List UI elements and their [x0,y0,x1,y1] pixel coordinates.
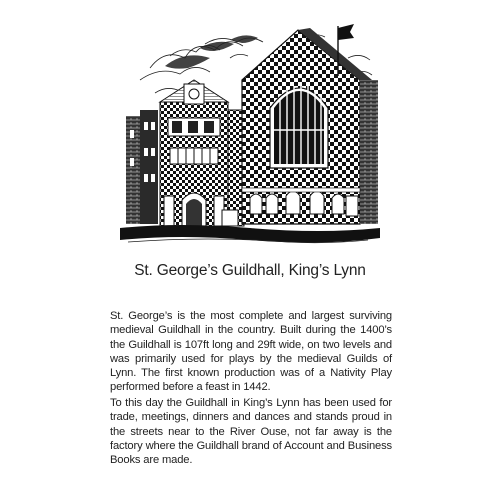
body-paragraph-today: To this day the Guildhall in King’s Lynn has been used for trade, meetings, dinners and dances and stands proud in the streets near to the River Ouse, not far away is the factory where the Guildhall brand of Account and Business Books are made. [110,397,392,467]
side-houses [126,110,158,224]
body-paragraph-history: St. George’s is the most complete and largest surviving medieval Guildhall in the country. Built during the 1400’s the Guildhall is 107ft long and 29ft wide, on two levels and was primarily used for plays by the medieval Guilds of Lynn. The first known production was of a Nativity Play performed before a feast in 1442. [110,310,392,394]
page-title: St. George’s Guildhall, King’s Lynn [134,262,366,279]
ground [120,225,380,243]
guildhall-engraving [110,18,390,250]
front-facade [160,80,228,226]
main-hall [242,28,378,224]
